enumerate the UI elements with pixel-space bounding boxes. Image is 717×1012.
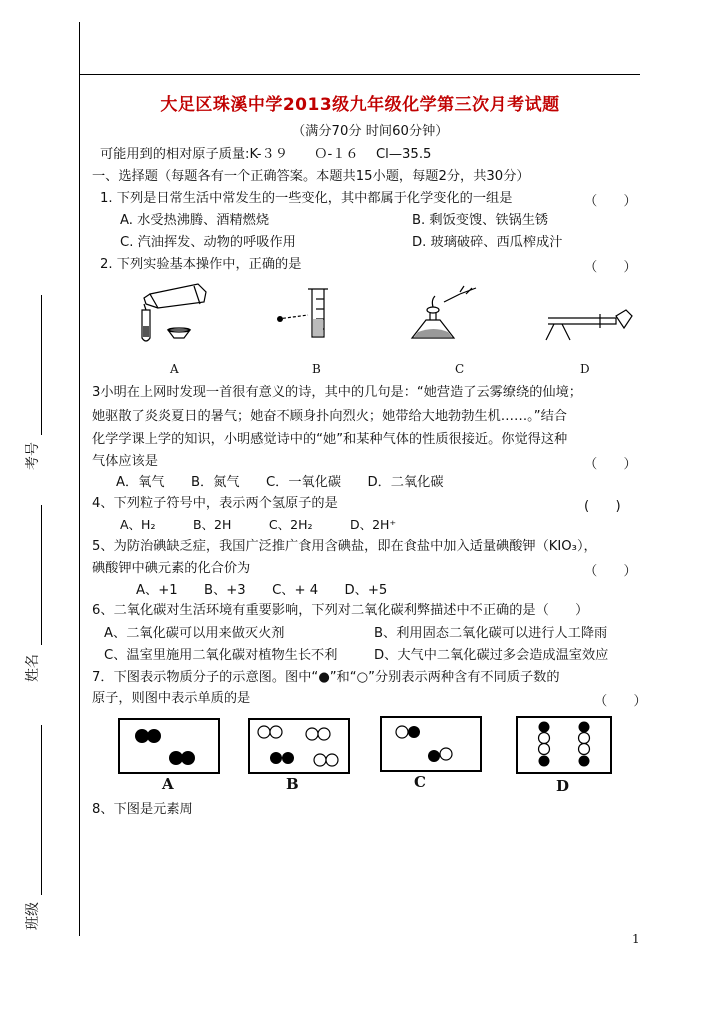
q2-label-d: D (580, 362, 590, 376)
q2-figure-a (128, 280, 218, 350)
q5-answer-blank: （ ） (584, 564, 637, 579)
q6-option-c: C、温室里施用二氧化碳对植物生长不利 (104, 648, 338, 663)
q1-stem: 1. 下列是日常生活中常发生的一些变化，其中都属于化学变化的一组是 (100, 191, 513, 206)
q2-label-b: B (312, 362, 321, 376)
header-rule (79, 74, 640, 75)
q1-option-a: A. 水受热沸腾、酒精燃烧 (120, 213, 270, 228)
q7-answer-blank: （ ） (594, 694, 647, 709)
q3-answer-blank: （ ） (584, 457, 637, 472)
class-line (41, 725, 42, 895)
q2-figure-b (272, 285, 352, 345)
q7-label-d: D (556, 777, 570, 795)
q6-option-d: D、大气中二氧化碳过多会造成温室效应 (374, 648, 609, 663)
q2-stem: 2. 下列实验基本操作中，正确的是 (100, 257, 302, 272)
q1-answer-blank: （ ） (584, 194, 637, 209)
margin-vertical-line (79, 22, 80, 936)
q2-figure-d (540, 300, 635, 345)
q6-option-b: B、利用固态二氧化碳可以进行人工降雨 (374, 626, 608, 641)
q3-options: A．氧气 B．氮气 C．一氧化碳 D．二氧化碳 (116, 475, 444, 490)
q7-line-1: 7．下图表示物质分子的示意图。图中“●”和“○”分别表示两种含有不同质子数的 (92, 670, 560, 685)
q2-label-c: C (455, 362, 465, 376)
q5-options: A、+1 B、+3 C、+ 4 D、+5 (136, 583, 388, 598)
q4-stem: 4、下列粒子符号中，表示两个氢原子的是 (92, 496, 338, 511)
q7-line-2: 原子，则图中表示单质的是 (92, 691, 251, 706)
q7-label-c: C (414, 773, 426, 791)
q8-stem: 8、下图是元素周 (92, 802, 193, 817)
q1-option-d: D. 玻璃破碎、西瓜榨成汁 (412, 235, 563, 250)
q7-box-c (380, 716, 482, 772)
exam-no-line (41, 295, 42, 435)
section-heading: 一、选择题（每题各有一个正确答案。本题共15小题，每题2分，共30分） (92, 169, 530, 184)
q5-line-2: 碘酸钾中碘元素的化合价为 (92, 561, 251, 576)
q1-option-b: B. 剩饭变馊、铁锅生锈 (412, 213, 549, 228)
exam-subtitle: （满分70分 时间60分钟） (292, 124, 449, 139)
q5-line-1: 5、为防治碘缺乏症，我国广泛推广食用含碘盐，即在食盐中加入适量碘酸钾（KIO₃）， (92, 539, 597, 554)
exam-no-label: 考号 (25, 442, 41, 470)
q2-figure-c (404, 282, 489, 350)
q4-answer-blank: ( ) (584, 499, 621, 514)
q1-option-c: C. 汽油挥发、动物的呼吸作用 (120, 235, 296, 250)
q3-line-2: 她驱散了炎炎夏日的暑气；她奋不顾身扑向烈火；她带给大地勃勃生机……。”结合 (92, 409, 567, 424)
q3-line-3: 化学学课上学的知识，小明感觉诗中的“她”和某种气体的性质很接近。你觉得这种 (92, 432, 568, 447)
page-number: 1 (632, 932, 640, 946)
q6-option-a: A、二氧化碳可以用来做灭火剂 (104, 626, 285, 641)
q4-options: A、H₂ B、2H C、2H₂ D、2H⁺ (120, 517, 397, 532)
atomic-mass-line: 可能用到的相对原子质量:K-３９ Ｏ-１６ Cl—35.5 (100, 147, 432, 162)
name-line (41, 505, 42, 645)
q2-label-a: A (170, 362, 179, 376)
q7-label-b: B (286, 775, 299, 793)
q6-stem: 6、二氧化碳对生活环境有重要影响，下列对二氧化碳利弊描述中不正确的是（ ） (92, 603, 589, 618)
q7-box-a (118, 718, 220, 774)
q7-box-b (248, 718, 350, 774)
class-label: 班级 (25, 902, 41, 930)
q2-answer-blank: （ ） (584, 260, 637, 275)
name-label: 姓名 (25, 654, 41, 682)
q7-label-a: A (162, 775, 174, 793)
exam-title: 大足区珠溪中学2013级九年级化学第三次月考试题 (160, 95, 560, 115)
q3-line-1: 3小明在上网时发现一首很有意义的诗，其中的几句是：“她营造了云雾缭绕的仙境； (92, 385, 582, 400)
q7-box-d (516, 716, 612, 774)
q3-line-4: 气体应该是 (92, 454, 158, 469)
